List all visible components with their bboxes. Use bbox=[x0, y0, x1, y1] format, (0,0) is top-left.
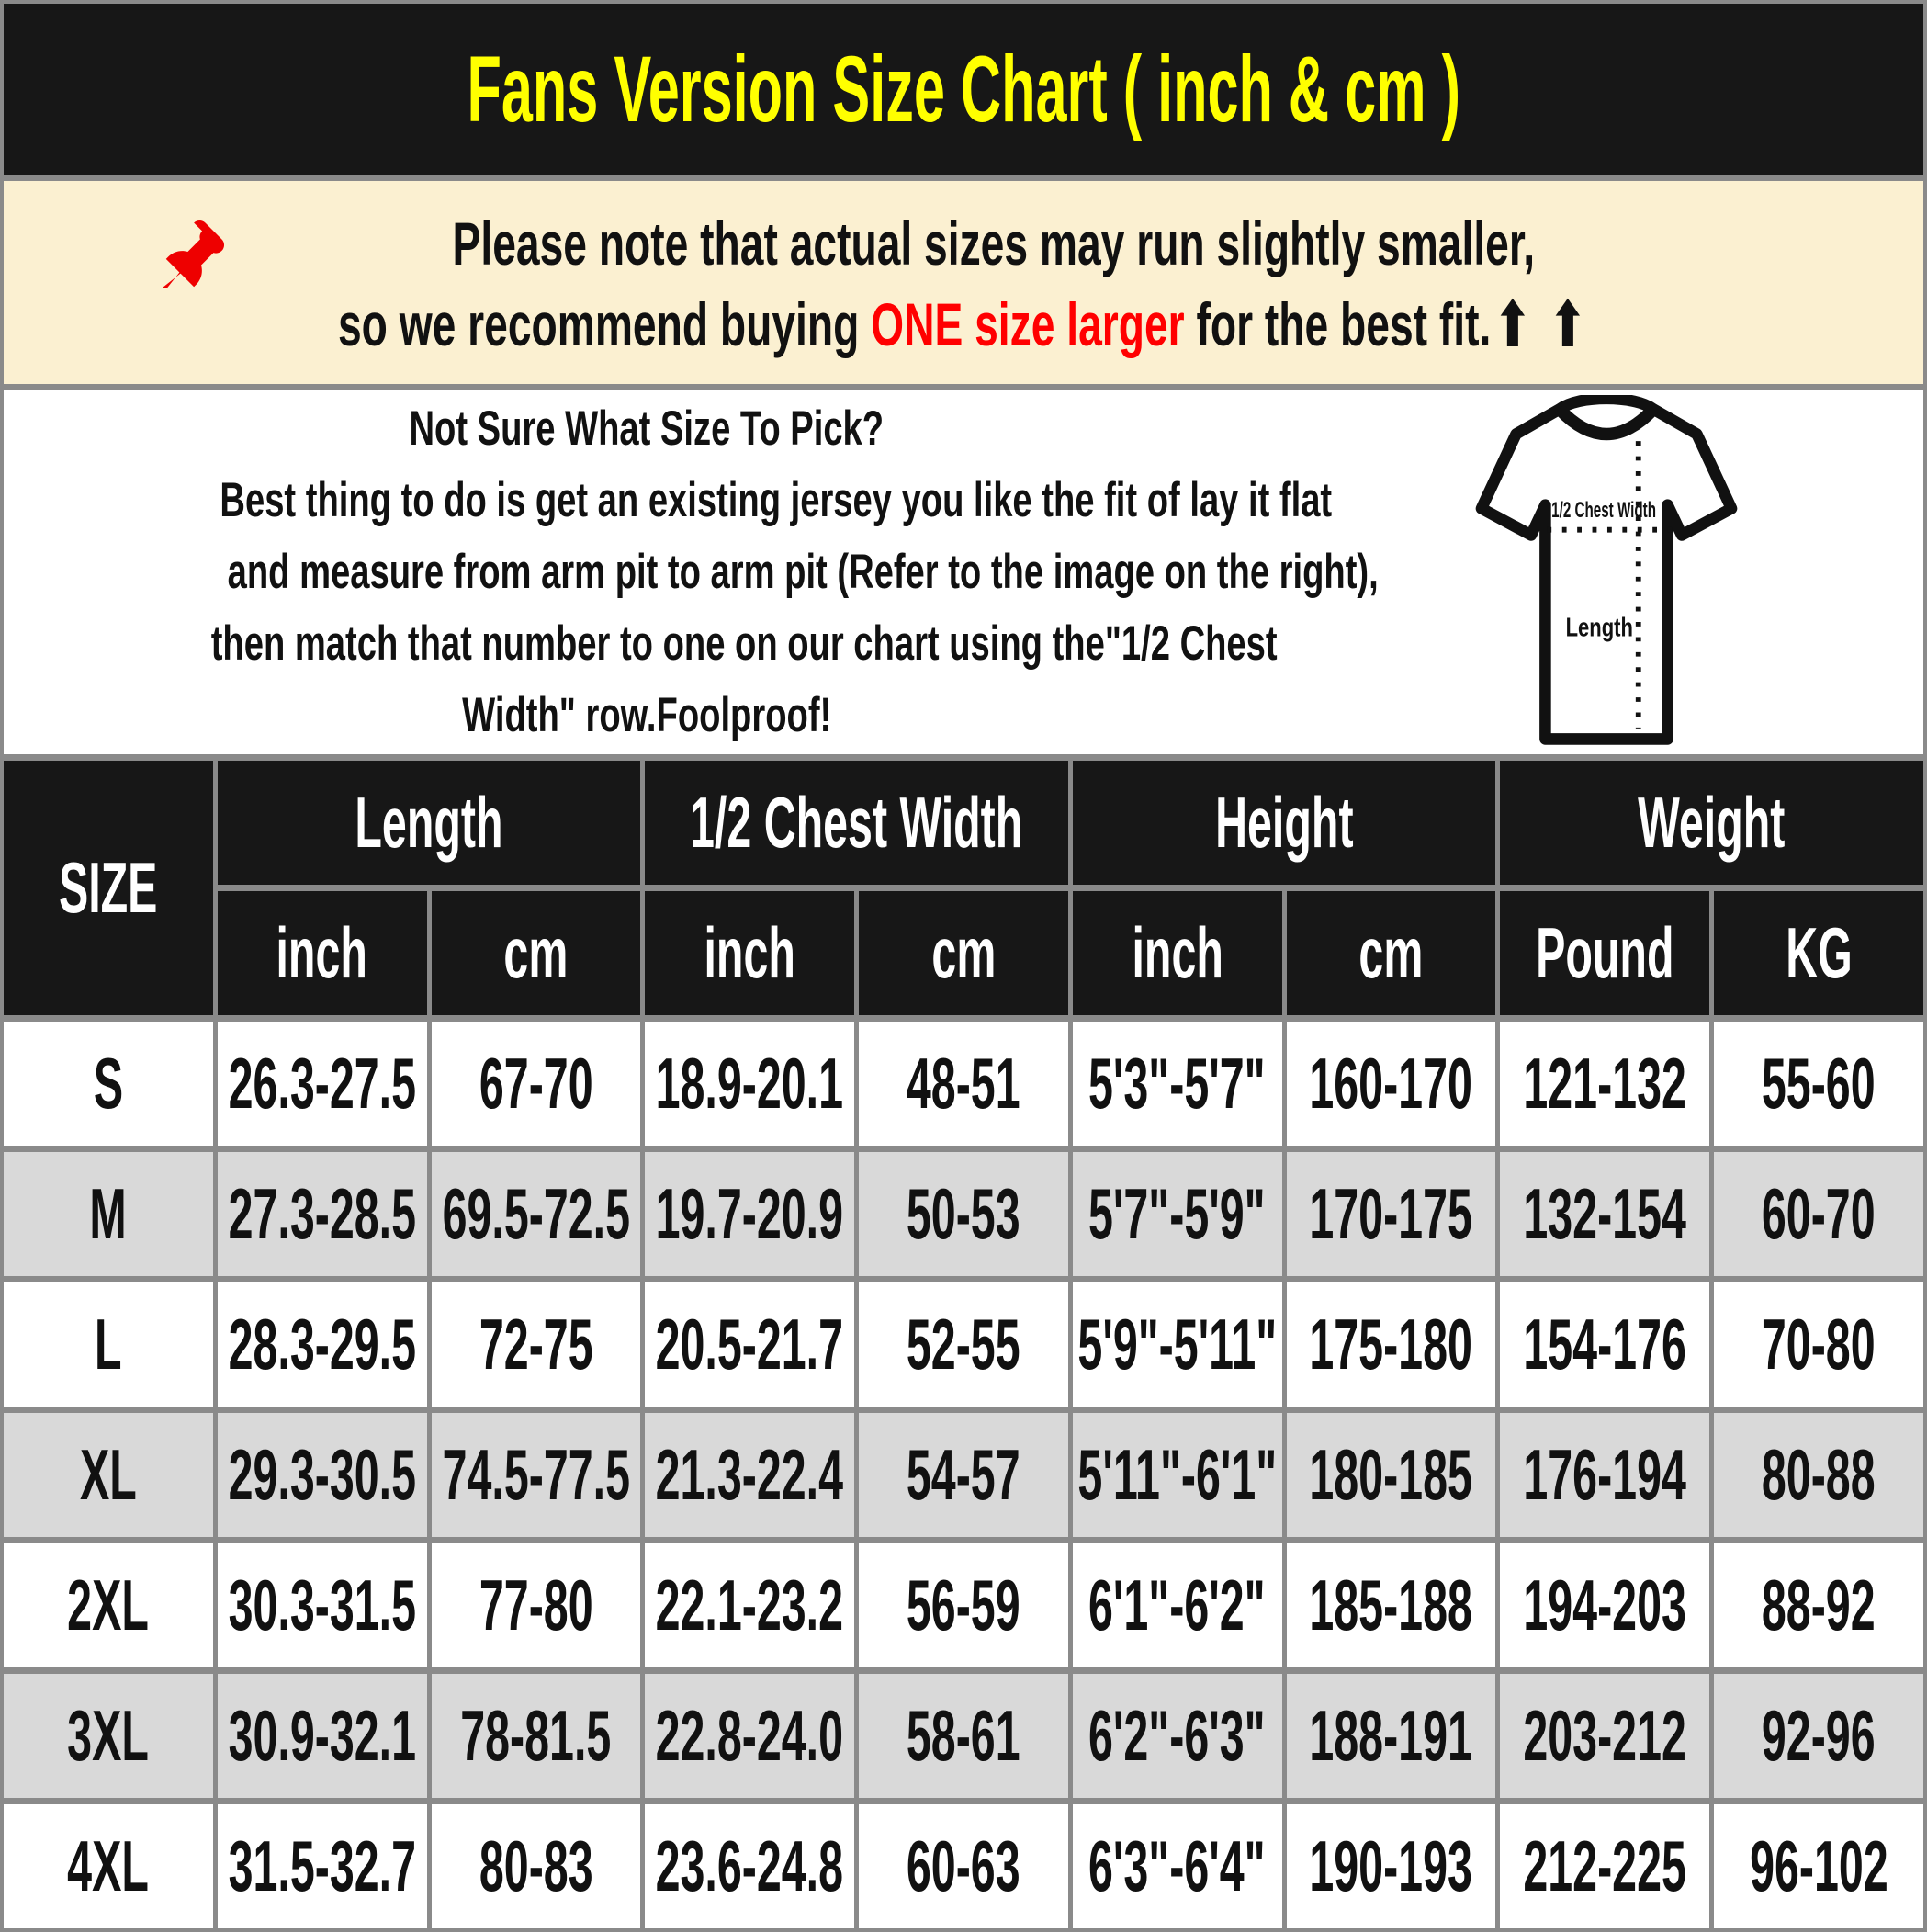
table-cell: 21.3-22.4 bbox=[645, 1413, 854, 1537]
row-m-size-label: M bbox=[4, 1152, 213, 1276]
table-cell: 132-154 bbox=[1500, 1152, 1709, 1276]
subheader-height-inch: inch bbox=[1073, 891, 1282, 1015]
table-cell: 23.6-24.8 bbox=[645, 1804, 854, 1928]
table-cell: 18.9-20.1 bbox=[645, 1022, 854, 1146]
length-label: Length bbox=[1565, 613, 1633, 643]
tshirt-diagram-area bbox=[1290, 390, 1923, 754]
table-cell: 212-225 bbox=[1500, 1804, 1709, 1928]
table-cell: 26.3-27.5 bbox=[218, 1022, 427, 1146]
page-title: Fans Version Size Chart ( inch & cm ) bbox=[467, 36, 1460, 141]
notice-band bbox=[4, 181, 1923, 384]
group-header-length: Length bbox=[218, 761, 641, 885]
subheader-height-cm: cm bbox=[1287, 891, 1496, 1015]
table-cell: 176-194 bbox=[1500, 1413, 1709, 1537]
guide-heading: Not Sure What Size To Pick? bbox=[409, 401, 885, 457]
subheader-chest-cm: cm bbox=[859, 891, 1068, 1015]
table-cell: 6'3"-6'4" bbox=[1073, 1804, 1282, 1928]
size-table bbox=[4, 754, 1923, 1928]
table-cell: 19.7-20.9 bbox=[645, 1152, 854, 1276]
row-4xl-size-label: 4XL bbox=[4, 1804, 213, 1928]
group-header-weight: Weight bbox=[1500, 761, 1923, 885]
table-cell: 88-92 bbox=[1714, 1543, 1923, 1667]
table-cell: 5'9"-5'11" bbox=[1073, 1282, 1282, 1407]
table-cell: 58-61 bbox=[859, 1674, 1068, 1798]
title-band bbox=[4, 4, 1923, 175]
table-cell: 80-88 bbox=[1714, 1413, 1923, 1537]
table-cell: 96-102 bbox=[1714, 1804, 1923, 1928]
subheader-length-cm: cm bbox=[432, 891, 641, 1015]
table-cell: 60-70 bbox=[1714, 1152, 1923, 1276]
table-cell: 48-51 bbox=[859, 1022, 1068, 1146]
subheader-chest-inch: inch bbox=[645, 891, 854, 1015]
table-cell: 185-188 bbox=[1287, 1543, 1496, 1667]
guide-line: Best thing to do is get an existing jersey you like the fit of lay it flat bbox=[220, 473, 1333, 528]
table-cell: 67-70 bbox=[432, 1022, 641, 1146]
table-cell: 170-175 bbox=[1287, 1152, 1496, 1276]
table-cell: 31.5-32.7 bbox=[218, 1804, 427, 1928]
subheader-weight-pound: Pound bbox=[1500, 891, 1709, 1015]
table-cell: 54-57 bbox=[859, 1413, 1068, 1537]
table-cell: 30.3-31.5 bbox=[218, 1543, 427, 1667]
chest-width-label: 1/2 Chest Width bbox=[1551, 498, 1657, 524]
notice-text-1: Please note that actual sizes may run slightly smaller, bbox=[452, 209, 1536, 278]
subheader-weight-kg: KG bbox=[1714, 891, 1923, 1015]
divider bbox=[4, 175, 1923, 181]
table-cell: 20.5-21.7 bbox=[645, 1282, 854, 1407]
row-3xl-size-label: 3XL bbox=[4, 1674, 213, 1798]
tshirt-diagram bbox=[1472, 395, 1741, 750]
notice-line-2 bbox=[70, 289, 1857, 358]
divider bbox=[4, 384, 1923, 390]
notice-text-2-suffix: for the best fit. bbox=[1184, 289, 1492, 358]
notice-highlight: ONE size larger bbox=[870, 289, 1185, 358]
table-cell: 6'2"-6'3" bbox=[1073, 1674, 1282, 1798]
table-cell: 5'7"-5'9" bbox=[1073, 1152, 1282, 1276]
table-cell: 78-81.5 bbox=[432, 1674, 641, 1798]
guide-line: and measure from arm pit to arm pit (Refer to the image on the right), bbox=[227, 545, 1379, 600]
table-cell: 70-80 bbox=[1714, 1282, 1923, 1407]
table-cell: 55-60 bbox=[1714, 1022, 1923, 1146]
notice-text-2-prefix: so we recommend buying bbox=[337, 289, 871, 358]
table-cell: 22.1-23.2 bbox=[645, 1543, 854, 1667]
table-cell: 6'1"-6'2" bbox=[1073, 1543, 1282, 1667]
row-2xl-size-label: 2XL bbox=[4, 1543, 213, 1667]
table-cell: 194-203 bbox=[1500, 1543, 1709, 1667]
table-cell: 50-53 bbox=[859, 1152, 1068, 1276]
table-cell: 74.5-77.5 bbox=[432, 1413, 641, 1537]
sizing-guide-text bbox=[4, 390, 1379, 754]
row-s-size-label: S bbox=[4, 1022, 213, 1146]
tshirt-outline bbox=[1482, 399, 1731, 740]
column-header-size: SIZE bbox=[4, 761, 213, 1015]
table-cell: 56-59 bbox=[859, 1543, 1068, 1667]
table-cell: 80-83 bbox=[432, 1804, 641, 1928]
group-header-height: Height bbox=[1073, 761, 1496, 885]
table-cell: 5'3"-5'7" bbox=[1073, 1022, 1282, 1146]
up-arrows-icon: ⬆ ⬆ bbox=[1494, 289, 1590, 358]
table-cell: 29.3-30.5 bbox=[218, 1413, 427, 1537]
table-cell: 69.5-72.5 bbox=[432, 1152, 641, 1276]
table-cell: 28.3-29.5 bbox=[218, 1282, 427, 1407]
guide-line: Width" row.Foolproof! bbox=[461, 687, 832, 742]
notice-line-1 bbox=[160, 209, 1767, 280]
row-l-size-label: L bbox=[4, 1282, 213, 1407]
table-cell: 160-170 bbox=[1287, 1022, 1496, 1146]
table-cell: 30.9-32.1 bbox=[218, 1674, 427, 1798]
subheader-length-inch: inch bbox=[218, 891, 427, 1015]
row-xl-size-label: XL bbox=[4, 1413, 213, 1537]
table-cell: 22.8-24.0 bbox=[645, 1674, 854, 1798]
table-cell: 60-63 bbox=[859, 1804, 1068, 1928]
group-header-chest-width: 1/2 Chest Width bbox=[645, 761, 1068, 885]
table-cell: 180-185 bbox=[1287, 1413, 1496, 1537]
guide-line: then match that number to one on our chart using the"1/2 Chest bbox=[210, 616, 1278, 671]
table-cell: 154-176 bbox=[1500, 1282, 1709, 1407]
table-cell: 77-80 bbox=[432, 1543, 641, 1667]
table-cell: 190-193 bbox=[1287, 1804, 1496, 1928]
table-cell: 188-191 bbox=[1287, 1674, 1496, 1798]
table-cell: 203-212 bbox=[1500, 1674, 1709, 1798]
table-cell: 121-132 bbox=[1500, 1022, 1709, 1146]
table-cell: 92-96 bbox=[1714, 1674, 1923, 1798]
table-cell: 175-180 bbox=[1287, 1282, 1496, 1407]
table-cell: 5'11"-6'1" bbox=[1073, 1413, 1282, 1537]
table-cell: 72-75 bbox=[432, 1282, 641, 1407]
pushpin-icon bbox=[160, 216, 226, 288]
table-cell: 52-55 bbox=[859, 1282, 1068, 1407]
sizing-guide-section bbox=[4, 390, 1923, 754]
table-cell: 27.3-28.5 bbox=[218, 1152, 427, 1276]
